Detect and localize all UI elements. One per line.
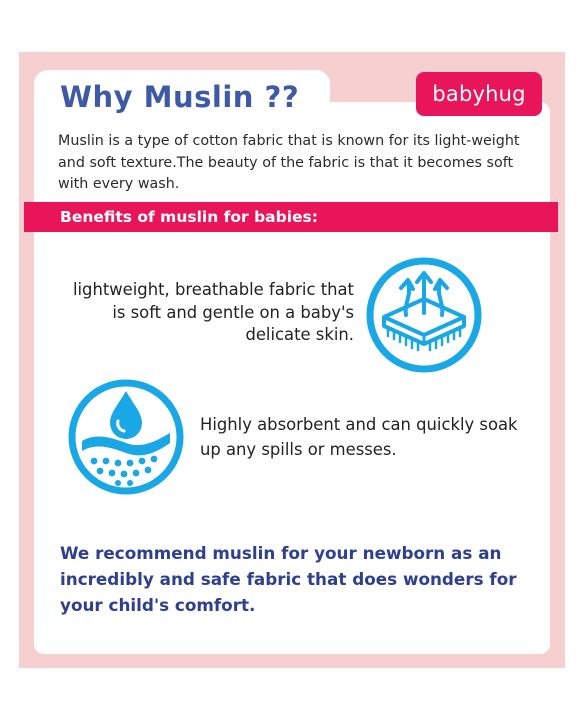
benefit-item-absorbent: Highly absorbent and can quickly soak up any spills or messes. <box>200 415 518 459</box>
breathable-fabric-icon <box>364 255 484 375</box>
absorbent-drop-icon <box>66 377 186 497</box>
brand-logo: babyhug <box>416 72 542 116</box>
page-title: Why Muslin ?? <box>60 80 300 114</box>
recommendation-text: We recommend muslin for your newborn as an incredibly and safe fabric that does wonders for your child's comfort. <box>60 543 517 615</box>
benefit-item-breathable: lightweight, breathable fabric that is soft and gentle on a baby's delicate skin. <box>72 280 354 344</box>
intro-text: Muslin is a type of cotton fabric that is known for its light-weight and soft texture.The beauty of the fabric is that it becomes soft with every wash. <box>58 133 520 192</box>
benefits-heading: Benefits of muslin for babies: <box>60 208 318 226</box>
